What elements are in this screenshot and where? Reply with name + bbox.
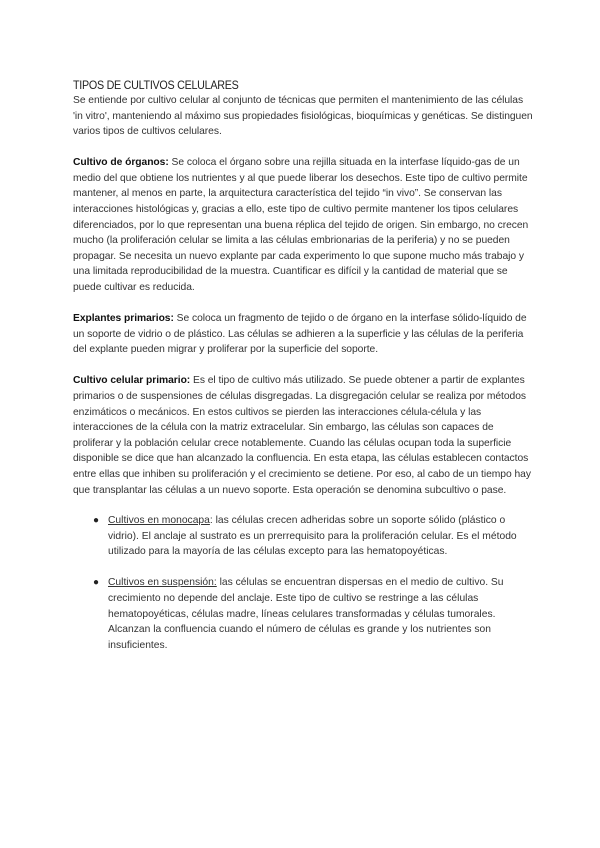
section-cultivo-celular-primario: [73, 373, 533, 498]
bullet-icon: ●: [93, 515, 100, 527]
document-page: [73, 78, 533, 669]
section-explantes-primarios: [73, 311, 533, 358]
section-text: Es el tipo de cultivo más utilizado. Se puede obtener a partir de explantes primarios o de suspensiones de células disgregadas. La disgregación celular se realiza por métodos enzimáticos o mecánicos. En estos cultivos se pierden las interacciones célula-célula y las interacciones de la célula con la matriz extracelular. Sin embargo, las células son capaces de proliferar y la población celular crece notablemente. Cuando las células ocupan toda la superficie disponible se dice que han alcanzado la confluencia. En esta etapa, las células establecen contactos entre ellas que inhiben su proliferación y el crecimiento se detiene. Por eso, al cabo de un tiempo hay que transplantar las células a un nuevo soporte. Esta operación se denomina subcultivo o pase.: [73, 375, 531, 496]
section-text: Se coloca el órgano sobre una rejilla situada en la interfase líquido-gas de un medio del que obtiene los nutrientes y al que puede liberar los desechos. Este tipo de cultivo permite mantener, al menos en parte, la arquitectura característica del tejido “in vivo”. Se conservan las interacciones histológicas y, gracias a ello, este tipo de cultivo permite mantener los tipos celulares diferenciados, por lo que representan una buena réplica del tejido de origen. Sin embargo, no crecen mucho (la proliferación celular se limita a las células embrionarias de la periferia) y no se pueden propagar. Se necesita un nuevo explante par cada experimento lo que supone mucho más trabajo y una limitada reproducibilidad de la muestra. Cuantificar es difícil y la cantidad de material que se puede cultivar es reducida.: [73, 157, 529, 294]
section-heading: Cultivo de órganos:: [73, 157, 169, 169]
list-item-monocapa: [73, 513, 533, 560]
section-heading: Explantes primarios:: [73, 313, 174, 325]
culture-types-list: [73, 513, 533, 653]
section-text: Se coloca un fragmento de tejido o de órgano en la interfase sólido-líquido de un soporte de vidrio o de plástico. Las células se adhieren a la superficie y las células de la periferia del explante pueden migrar y proliferar por la superficie del soporte.: [73, 313, 527, 356]
section-cultivo-organos: [73, 155, 533, 295]
document-title: TIPOS DE CULTIVOS CELULARES: [73, 78, 239, 92]
list-item-term: Cultivos en suspensión:: [108, 577, 217, 589]
list-item-text: : las células crecen adheridas sobre un soporte sólido (plástico o vidrio). El anclaje al sustrato es un prerrequisito para la proliferación celular. Es el método utilizado para la mayoría de las células excepto para las hematopoyéticas.: [108, 515, 517, 558]
list-item-text: las células se encuentran dispersas en el medio de cultivo. Su crecimiento no depende del anclaje. Este tipo de cultivo se restringe a las células hematopoyéticas, células madre, líneas celulares transformadas y células tumorales. Alcanzan la confluencia cuando el número de células es grande y los nutrientes son insuficientes.: [108, 577, 504, 651]
section-heading: Cultivo celular primario:: [73, 375, 191, 387]
bullet-icon: ●: [93, 577, 100, 589]
intro-paragraph: Se entiende por cultivo celular al conjunto de técnicas que permiten el mantenimiento de las células 'in vitro', manteniendo al máximo sus propiedades fisiológicas, bioquímicas y genéticas. Se distinguen varios tipos de cultivos celulares.: [73, 95, 533, 138]
list-item-term: Cultivos en monocapa: [108, 515, 210, 527]
list-item-suspension: [73, 575, 533, 653]
